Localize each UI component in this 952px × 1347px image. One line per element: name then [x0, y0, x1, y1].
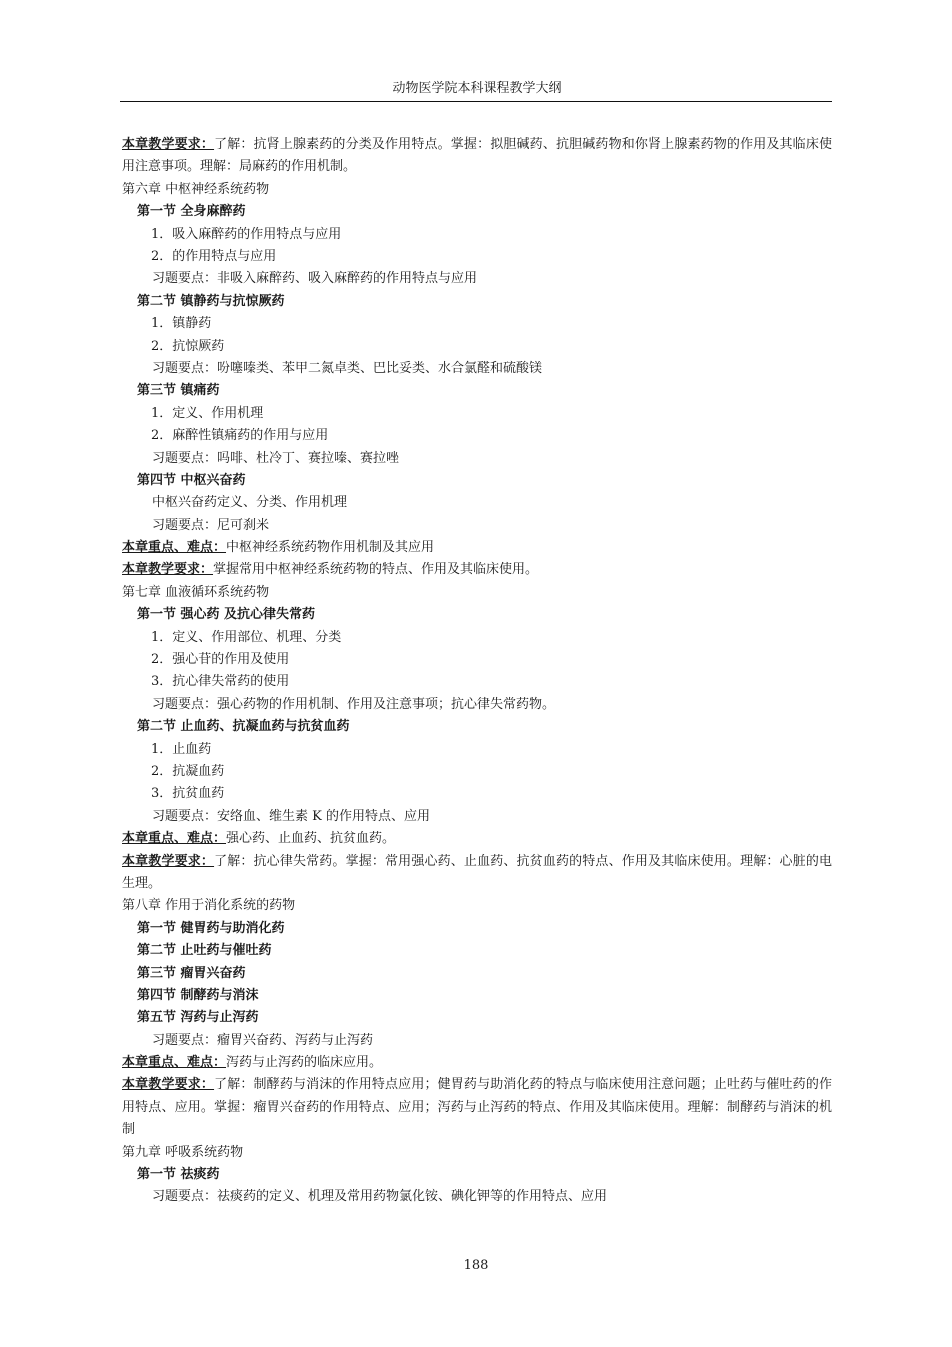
header-rule — [120, 101, 832, 102]
page-number: 188 — [463, 1258, 489, 1273]
list-item: 3．抗心律失常药的使用 — [151, 674, 290, 690]
list-item: 1．定义、作用机理 — [151, 405, 264, 421]
key-points-label: 本章重点、难点： — [122, 831, 227, 847]
key-points-text: 中枢神经系统药物作用机制及其应用 — [226, 540, 435, 556]
chapter8-key-points — [122, 1052, 832, 1074]
chapter8-title: 第八章 作用于消化系统的药物 — [122, 898, 296, 914]
ch8-section5-title: 第五节 泻药与止泻药 — [137, 1010, 259, 1026]
requirements-text: 了解：抗肾上腺素药的分类及作用特点。掌握：拟胆碱药、抗胆碱药物和你肾上腺素药物的作用及其临床使用注意事项。理解：局麻药的作用机制。 — [122, 137, 832, 175]
chapter7-requirements — [122, 851, 832, 896]
ch8-section1-title: 第一节 健胃药与助消化药 — [137, 920, 285, 936]
ch9-section1-title: 第一节 祛痰药 — [137, 1167, 220, 1183]
requirements-label: 本章教学要求： — [122, 137, 215, 152]
list-item: 2．麻醉性镇痛药的作用与应用 — [151, 428, 329, 444]
chapter6-key-points — [122, 537, 832, 559]
key-points-text: 强心药、止血药、抗贫血药。 — [226, 831, 396, 847]
chapter6-requirements — [122, 559, 832, 581]
requirements-text: 了解：抗心律失常药。掌握：常用强心药、止血药、抗贫血药的特点、作用及其临床使用。理解：心脏的电生理。 — [122, 853, 832, 891]
list-item: 2．强心苷的作用及使用 — [151, 652, 290, 668]
chapter5-requirements — [122, 134, 832, 179]
list-item: 1．镇静药 — [151, 316, 212, 332]
requirements-label: 本章教学要求： — [122, 853, 215, 869]
list-item: 2．抗惊厥药 — [151, 338, 225, 354]
ch8-section2-title: 第二节 止吐药与催吐药 — [137, 943, 272, 959]
list-item: 1．吸入麻醉药的作用特点与应用 — [151, 226, 342, 242]
ch8-section3-title: 第三节 瘤胃兴奋药 — [137, 965, 246, 981]
requirements-text: 掌握常用中枢神经系统药物的特点、作用及其临床使用。 — [213, 562, 539, 578]
exercise-points: 习题要点：安络血、维生素 K 的作用特点、应用 — [152, 808, 430, 824]
document-body — [122, 134, 832, 1209]
ch8-section4-title: 第四节 制酵药与消沫 — [137, 987, 259, 1003]
ch7-section1-title: 第一节 强心药 及抗心律失常药 — [137, 607, 316, 623]
list-item: 3．抗贫血药 — [151, 786, 225, 802]
ch6-section1-title: 第一节 全身麻醉药 — [137, 204, 246, 220]
ch6-section3-title: 第三节 镇痛药 — [137, 383, 220, 399]
list-item: 1．定义、作用部位、机理、分类 — [151, 629, 342, 645]
chapter7-key-points — [122, 828, 832, 850]
key-points-text: 泻药与止泻药的临床应用。 — [226, 1055, 383, 1071]
chapter6-title: 第六章 中枢神经系统药物 — [122, 181, 270, 197]
exercise-points: 习题要点：祛痰药的定义、机理及常用药物氯化铵、碘化钾等的作用特点、应用 — [152, 1189, 608, 1205]
exercise-points: 习题要点：非吸入麻醉药、吸入麻醉药的作用特点与应用 — [152, 271, 478, 287]
list-item: 1．止血药 — [151, 741, 212, 757]
key-points-label: 本章重点、难点： — [122, 540, 227, 556]
ch7-section2-title: 第二节 止血药、抗凝血药与抗贫血药 — [137, 719, 350, 735]
key-points-label: 本章重点、难点： — [122, 1055, 227, 1071]
chapter9-title: 第九章 呼吸系统药物 — [122, 1144, 244, 1160]
page-header: 动物医学院本科课程教学大纲 — [392, 81, 562, 96]
chapter7-title: 第七章 血液循环系统药物 — [122, 584, 270, 600]
requirements-text: 了解：制酵药与消沫的作用特点应用；健胃药与助消化药的特点与临床使用注意问题；止吐药与催吐药的作用特点、应用。掌握：瘤胃兴奋药的作用特点、应用；泻药与止泻药的特点、作用及其临床使用。理解：制酵药与消沫的机制 — [122, 1077, 832, 1138]
ch6-section4-title: 第四节 中枢兴奋药 — [137, 472, 246, 488]
section-text: 中枢兴奋药定义、分类、作用机理 — [152, 495, 348, 511]
exercise-points: 习题要点：吗啡、杜冷丁、赛拉嗪、赛拉唑 — [152, 450, 400, 466]
exercise-points: 习题要点：强心药物的作用机制、作用及注意事项；抗心律失常药物。 — [152, 696, 556, 712]
requirements-label: 本章教学要求： — [122, 562, 214, 578]
requirements-label: 本章教学要求： — [122, 1077, 215, 1093]
list-item: 2．的作用特点与应用 — [151, 248, 277, 264]
ch6-section2-title: 第二节 镇静药与抗惊厥药 — [137, 293, 285, 309]
list-item: 2．抗凝血药 — [151, 763, 225, 779]
exercise-points: 习题要点：吩噻嗪类、苯甲二氮卓类、巴比妥类、水合氯醛和硫酸镁 — [152, 360, 543, 376]
exercise-points: 习题要点：尼可刹米 — [152, 517, 270, 533]
chapter8-requirements — [122, 1074, 832, 1141]
exercise-points: 习题要点：瘤胃兴奋药、泻药与止泻药 — [152, 1032, 374, 1048]
